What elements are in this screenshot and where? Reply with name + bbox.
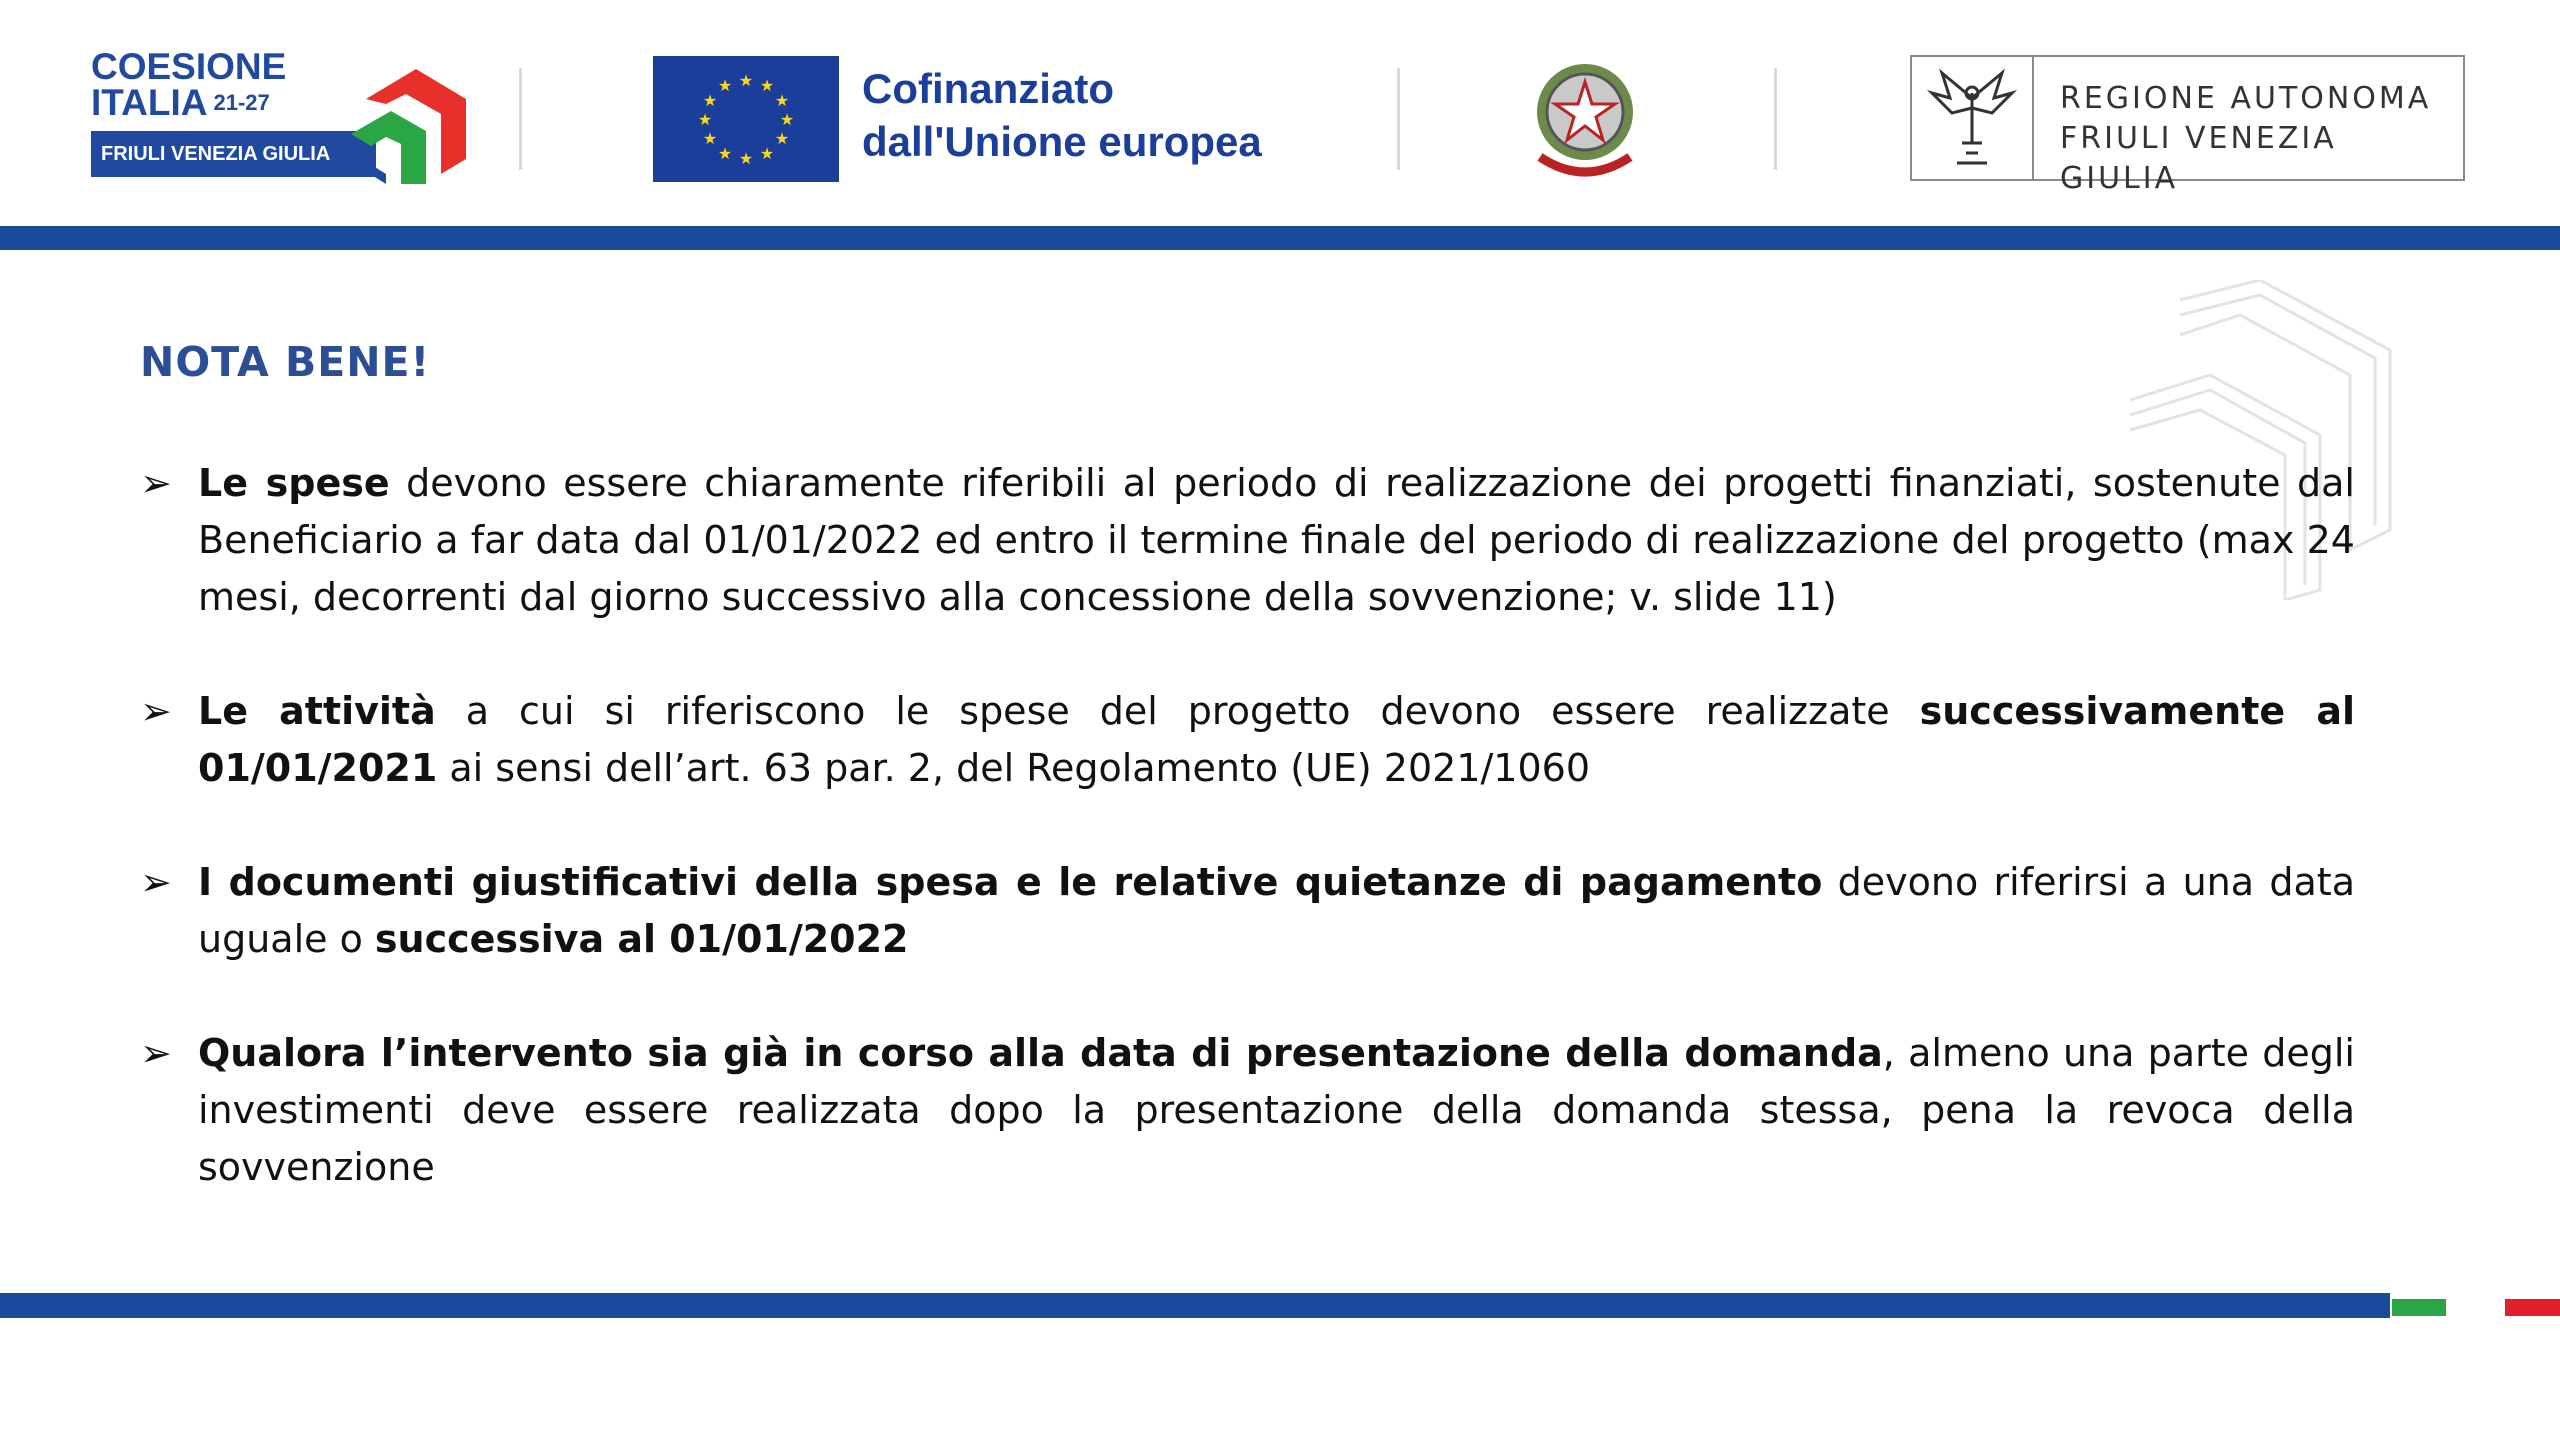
bullet-text: a cui si riferiscono le spese del progetto devono essere realizzate (435, 689, 1920, 733)
regione-separator (2032, 57, 2034, 179)
svg-text:★: ★ (697, 110, 713, 129)
notes-list (140, 455, 2355, 1253)
eagle-icon (1922, 63, 2022, 175)
regione-fvg-logo (1910, 55, 2465, 196)
bullet-bold-text: successivamente al 01/01/2021 (198, 689, 2355, 790)
svg-text:★: ★ (717, 76, 733, 95)
bullet-arrow-icon: ➢ (140, 860, 172, 904)
logo-divider (519, 68, 522, 170)
regione-text (2060, 79, 2463, 199)
eu-cofinanziato-text (862, 62, 1262, 168)
coesione-line2: ITALIA (91, 82, 208, 123)
list-item (140, 455, 2355, 626)
top-blue-bar (0, 226, 2560, 250)
svg-text:★: ★ (779, 110, 795, 129)
list-item (140, 1025, 2355, 1196)
italian-republic-emblem-icon (1525, 52, 1645, 187)
coesione-years: 21-27 (213, 90, 270, 115)
bullet-arrow-icon: ➢ (140, 1031, 172, 1075)
bottom-blue-bar (0, 1293, 2390, 1318)
svg-text:★: ★ (738, 71, 754, 90)
svg-text:★: ★ (759, 144, 775, 163)
bullet-bold-text: successiva al 01/01/2022 (374, 917, 909, 961)
svg-text:★: ★ (774, 129, 790, 148)
regione-line1: REGIONE AUTONOMA (2060, 81, 2432, 116)
svg-text:★: ★ (738, 149, 754, 168)
bullet-bold-text: Le attività (198, 689, 436, 733)
coesione-region-band: FRIULI VENEZIA GIULIA (91, 131, 376, 177)
eu-line1: Cofinanziato (862, 65, 1114, 112)
svg-text:★: ★ (702, 129, 718, 148)
italian-flag-green-stripe (2392, 1299, 2446, 1316)
svg-text:★: ★ (702, 91, 718, 110)
svg-text:★: ★ (774, 91, 790, 110)
page-title: NOTA BENE! (140, 338, 431, 386)
coesione-arrow-mark-icon (346, 49, 471, 184)
list-item (140, 854, 2355, 968)
bullet-text: ai sensi dell’art. 63 par. 2, del Regolamento (UE) 2021/1060 (437, 746, 1591, 790)
svg-text:★: ★ (759, 76, 775, 95)
bullet-bold-text: Le spese (198, 461, 390, 505)
bullet-text: devono riferirsi a una data uguale o (198, 860, 2355, 961)
bullet-arrow-icon: ➢ (140, 689, 172, 733)
bullet-bold-text: Qualora l’intervento sia già in corso alla data di presentazione della domanda (198, 1031, 1883, 1075)
list-item (140, 683, 2355, 797)
coesione-italia-logo (91, 46, 471, 184)
svg-text:★: ★ (717, 144, 733, 163)
italian-flag-red-stripe (2505, 1299, 2560, 1316)
eu-line2: dall'Unione europea (862, 118, 1262, 165)
regione-line2: FRIULI VENEZIA GIULIA (2060, 121, 2337, 196)
coesione-line1: COESIONE (91, 46, 287, 87)
bullet-text: , almeno una parte degli investimenti deve essere realizzata dopo la presentazione della domanda stessa, pena la revoca della sovvenzione (198, 1031, 2355, 1189)
logo-divider (1397, 68, 1400, 170)
logo-divider (1774, 68, 1777, 170)
header-logos (0, 0, 2560, 225)
bullet-text: devono essere chiaramente riferibili al periodo di realizzazione dei progetti finanziati, sostenute dal Beneficiario a far data dal 01/01/2022 ed entro il termine finale del periodo di realizzazione del progetto (max 24 mesi, decorrenti dal giorno successivo alla concessione della sovvenzione; v. slide 11) (198, 461, 2355, 619)
eu-flag-icon (653, 56, 839, 182)
bullet-arrow-icon: ➢ (140, 461, 172, 505)
bullet-bold-text: I documenti giustificativi della spesa e le relative quietanze di pagamento (198, 860, 1823, 904)
